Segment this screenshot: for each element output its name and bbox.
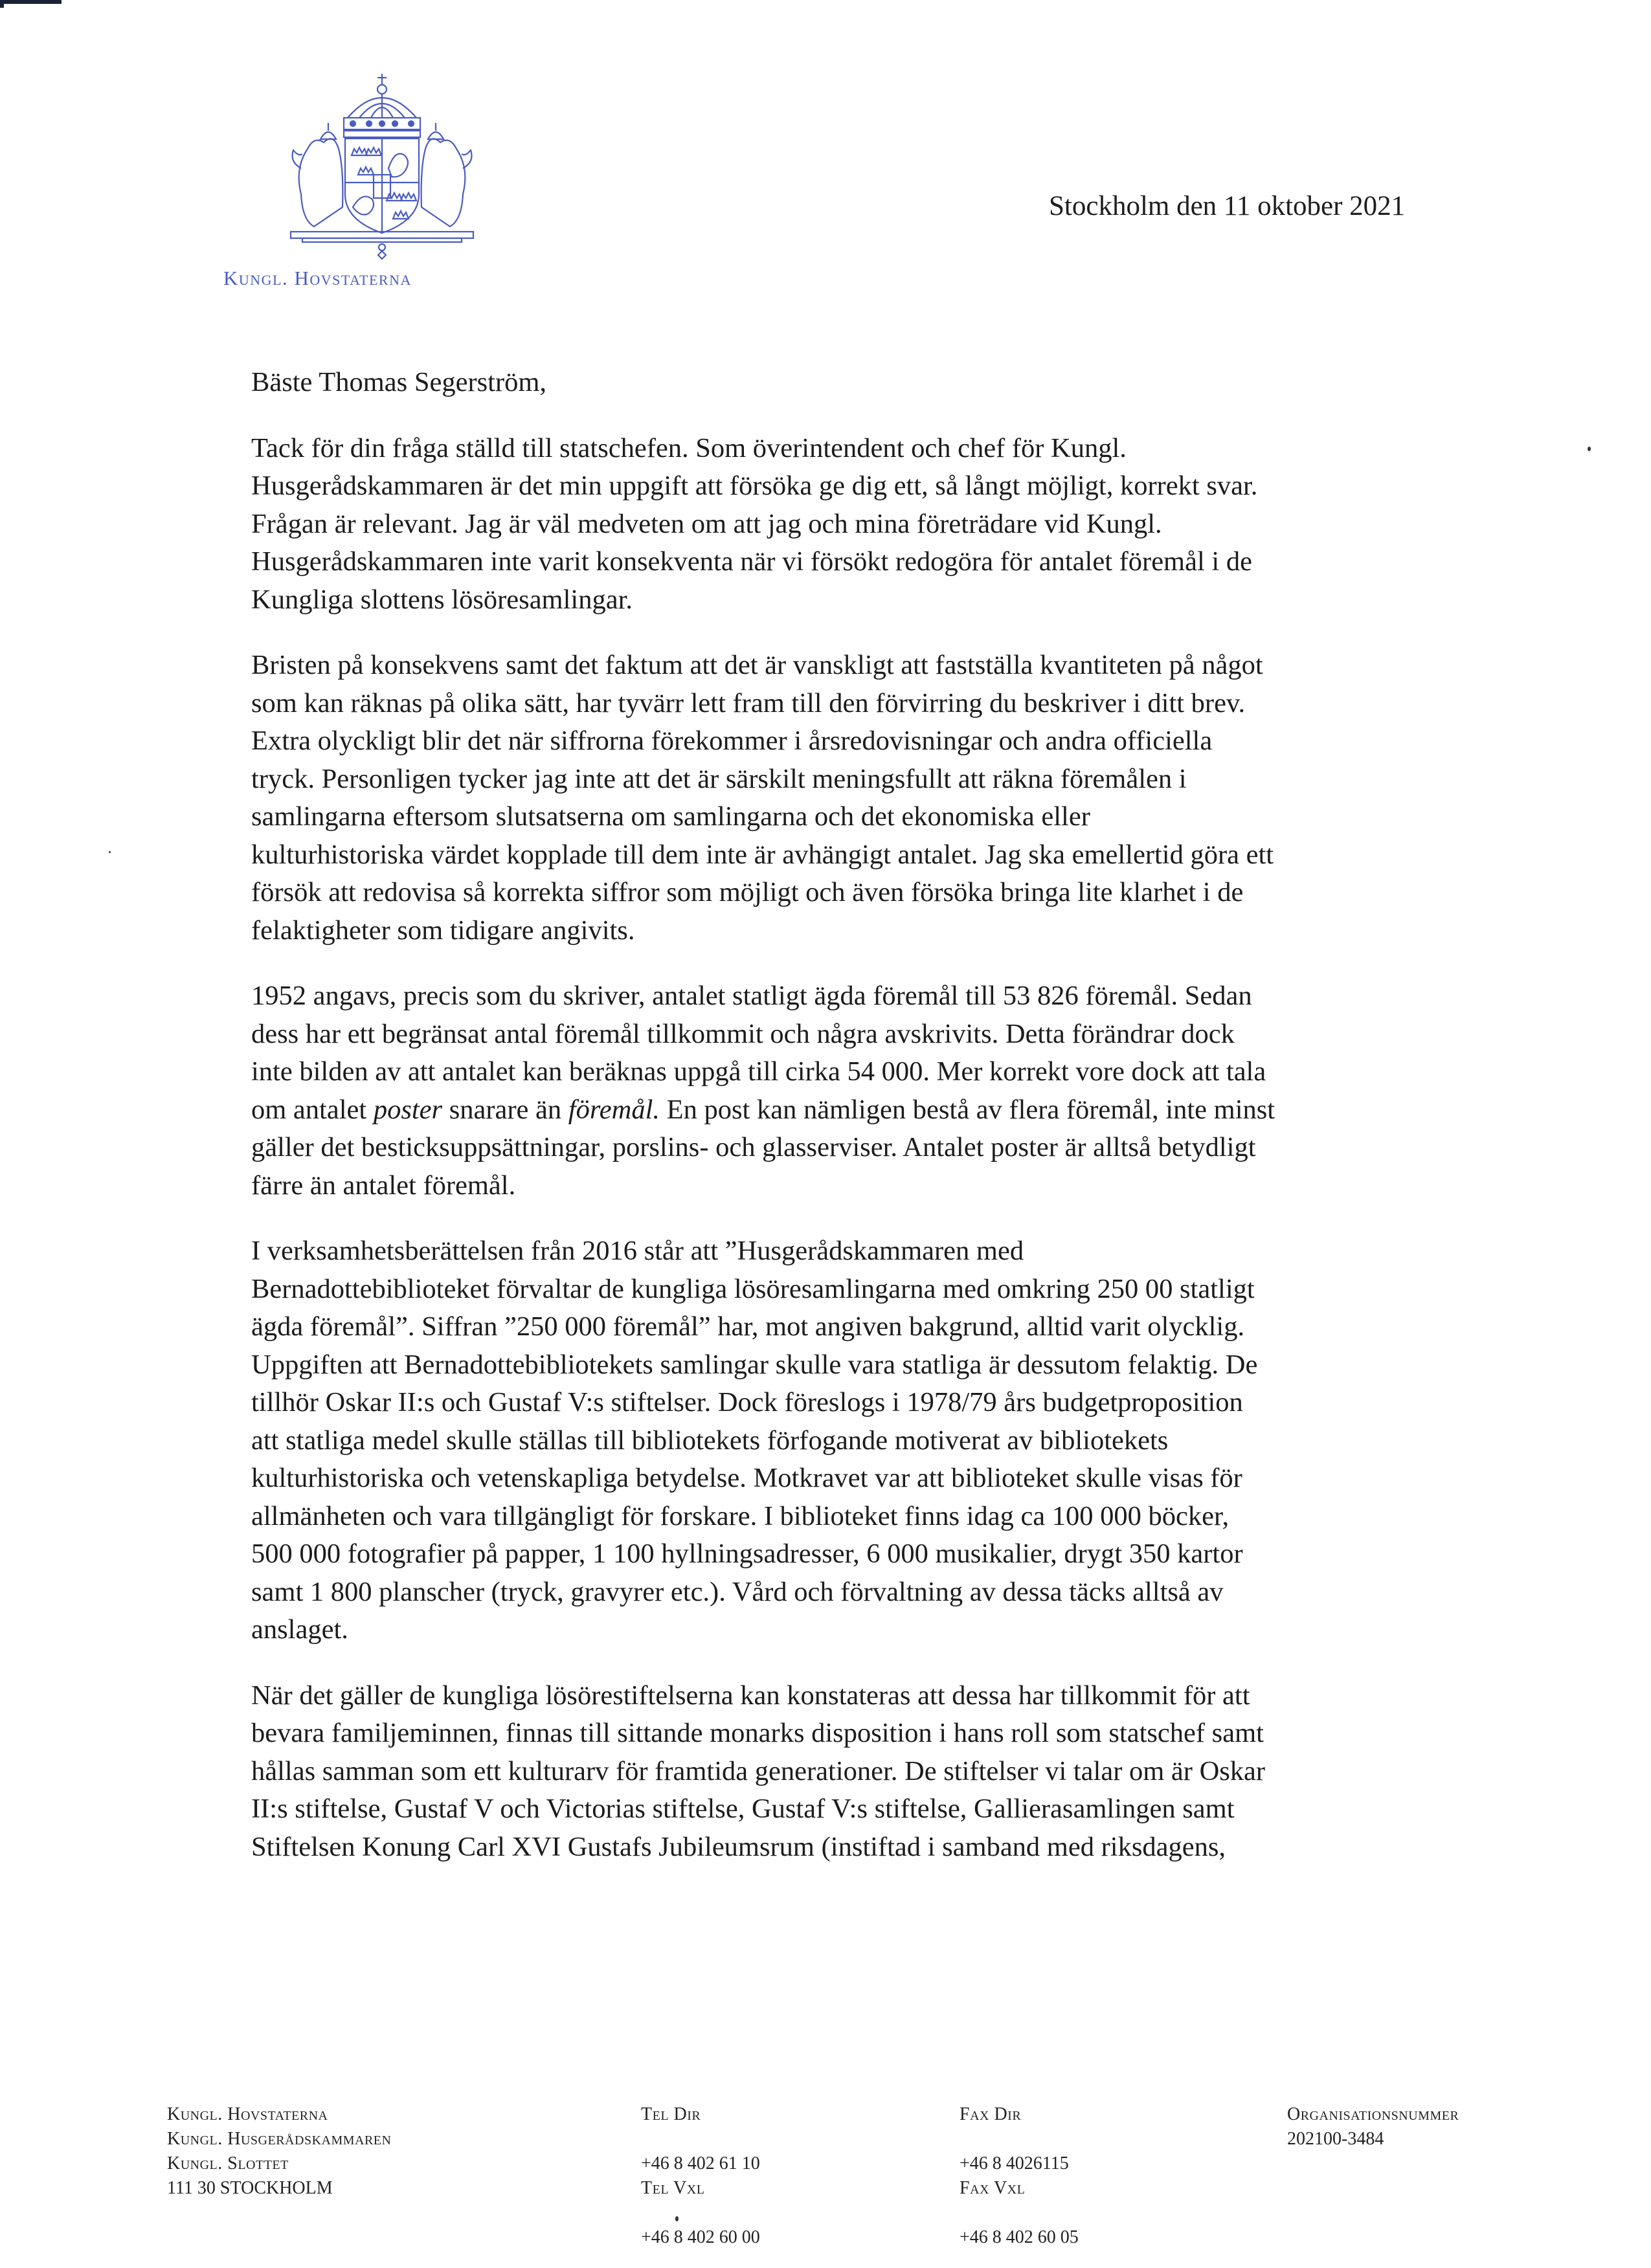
text-line: gäller det besticksuppsättningar, porslins- och glasserviser. Antalet poster är alltså betydligt [251, 1132, 1256, 1162]
text-line: Tack för din fråga ställd till statschefen. Som överintendent och chef för Kungl. [251, 432, 1127, 463]
text-line: Kungliga slottens lösöresamlingar. [251, 584, 633, 615]
phone-label: Tel Dir [641, 2104, 701, 2124]
text-line: dess har ett begränsat antal föremål tillkommit och några avskrivits. Detta förändrar dock [251, 1018, 1235, 1049]
text-line-with-italics [251, 1091, 1488, 1129]
text-line: som kan räknas på olika sätt, har tyvärr lett fram till den förvirring du beskriver i ditt brev. [251, 687, 1246, 718]
text-line: Bristen på konsekvens samt det faktum att det är vanskligt att fastställa kvantiteten på något [251, 650, 1263, 680]
text-line: samlingarna eftersom slutsatserna om samlingarna och det ekonomiska eller [251, 801, 1090, 832]
paragraph-4 [251, 1232, 1488, 1649]
text-line: samt 1 800 planscher (tryck, gravyrer etc.). Vård och förvaltning av dessa täcks alltså av [251, 1576, 1224, 1607]
paragraph-2 [251, 647, 1488, 950]
text-segment: En post kan nämligen bestå av flera föremål, inte minst [660, 1094, 1275, 1125]
salutation: Bäste Thomas Segerström, [251, 367, 547, 397]
text-line: färre än antalet föremål. [251, 1170, 516, 1201]
paragraph-3 [251, 977, 1488, 1205]
text-line: att statliga medel skulle ställas till bibliotekets förfogande motiverat av bibliotekets [251, 1425, 1169, 1456]
footer-phones [641, 2102, 760, 2250]
fax-number: +46 8 4026115 [960, 2153, 1069, 2174]
text-line: hållas samman som ett kulturarv för framtida generationer. De stiftelser vi talar om är Oskar [251, 1755, 1266, 1786]
text-line: Extra olyckligt blir det när siffrorna förekommer i årsredovisningar och andra officiella [251, 726, 1213, 756]
text-line: Husgerådskammaren inte varit konsekventa när vi försökt redogöra för antalet föremål i de [251, 546, 1252, 577]
phone-label: Tel Vxl [641, 2178, 705, 2198]
text-line: inte bilden av att antalet kan beräknas uppgå till cirka 54 000. Mer korrekt vore dock att tala [251, 1056, 1266, 1087]
coat-of-arms-icon [288, 71, 476, 262]
scan-edge-mark [0, 0, 62, 4]
text-line: allmänheten och vara tillgängligt för forskare. I biblioteket finns idag ca 100 000 böcker, [251, 1500, 1230, 1531]
date-line: Stockholm den 11 oktober 2021 [1049, 191, 1406, 221]
text-segment: snarare än [442, 1094, 568, 1125]
text-line: II:s stiftelse, Gustaf V och Victorias stiftelse, Gustaf V:s stiftelse, Gallierasamlingen samt [251, 1794, 1235, 1824]
text-line: försök att redovisa så korrekta siffror som möjligt och även försöka bringa lite klarhet i de [251, 877, 1244, 907]
text-line: 1952 angavs, precis som du skriver, antalet statligt ägda föremål till 53 826 föremål. Sedan [251, 981, 1252, 1011]
fax-switchboard [960, 2176, 1079, 2250]
text-line: Uppgiften att Bernadottebibliotekets samlingar skulle vara statliga är dessutom felaktig. De [251, 1349, 1258, 1380]
fax-label: Fax Dir [960, 2104, 1022, 2124]
address-line: Kungl. Hovstaterna [167, 2104, 328, 2124]
scan-speck [109, 851, 111, 853]
phone-number: +46 8 402 61 10 [641, 2153, 760, 2174]
phone-switchboard [641, 2176, 760, 2250]
text-segment: om antalet [251, 1094, 374, 1125]
organization-name: Kungl. Hovstaterna [223, 267, 412, 289]
text-line: tryck. Personligen tycker jag inte att det är särskilt meningsfullt att räkna föremålen i [251, 763, 1187, 794]
paragraph-1 [251, 430, 1488, 619]
fax-direct [960, 2102, 1079, 2176]
text-line: tillhör Oskar II:s och Gustaf V:s stiftelser. Dock föreslogs i 1978/79 års budgetproposition [251, 1387, 1243, 1418]
address-line: Kungl. Husgerådskammaren [167, 2129, 392, 2149]
address-line: 111 30 STOCKHOLM [167, 2178, 333, 2198]
italic-term-poster: poster [373, 1094, 443, 1125]
footer-org-number [1287, 2102, 1459, 2151]
text-line: Bernadottebiblioteket förvaltar de kungliga lösöresamlingarna med omkring 250 00 statligt [251, 1273, 1255, 1304]
text-line: När det gäller de kungliga lösörestiftelserna kan konstateras att dessa har tillkommit för att [251, 1680, 1250, 1711]
text-line: ägda föremål”. Siffran ”250 000 föremål” har, mot angiven bakgrund, alltid varit olycklig. [251, 1311, 1245, 1342]
text-line: kulturhistoriska värdet kopplade till dem inte är avhängigt antalet. Jag ska emellertid göra ett [251, 839, 1274, 870]
letter-body [251, 364, 1488, 1894]
italic-term-foremal: föremål. [568, 1094, 660, 1125]
org-number-label: Organisationsnummer [1287, 2104, 1459, 2124]
fax-label: Fax Vxl [960, 2178, 1026, 2198]
paragraph-5 [251, 1677, 1488, 1867]
text-line: kulturhistoriska och vetenskapliga betydelse. Motkravet var att biblioteket skulle visas för [251, 1463, 1242, 1493]
scan-speck [1588, 447, 1591, 451]
text-line: bevara familjeminnen, finnas till sittande monarks disposition i hans roll som statschef samt [251, 1718, 1264, 1748]
phone-number: +46 8 402 60 00 [641, 2227, 760, 2247]
fax-number: +46 8 402 60 05 [960, 2227, 1079, 2247]
text-line: felaktigheter som tidigare angivits. [251, 915, 635, 946]
text-line: 500 000 fotografier på papper, 1 100 hyllningsadresser, 6 000 musikalier, drygt 350 kartor [251, 1539, 1243, 1569]
org-number: 202100-3484 [1287, 2129, 1384, 2149]
text-line: I verksamhetsberättelsen från 2016 står att ”Husgerådskammaren med [251, 1236, 1024, 1266]
text-line: Frågan är relevant. Jag är väl medveten om att jag och mina företrädare vid Kungl. [251, 508, 1162, 539]
address-line: Kungl. Slottet [167, 2153, 289, 2174]
scan-speck [675, 2216, 679, 2221]
text-line: anslaget. [251, 1614, 348, 1645]
text-line: Husgerådskammaren är det min uppgift att försöka ge dig ett, så långt möjligt, korrekt svar. [251, 471, 1258, 501]
letterhead [220, 71, 544, 265]
text-line: Stiftelsen Konung Carl XVI Gustafs Jubileumsrum (instiftad i samband med riksdagens, [251, 1831, 1226, 1862]
footer-address [167, 2102, 391, 2201]
phone-direct [641, 2102, 760, 2176]
footer-faxes [960, 2102, 1079, 2250]
